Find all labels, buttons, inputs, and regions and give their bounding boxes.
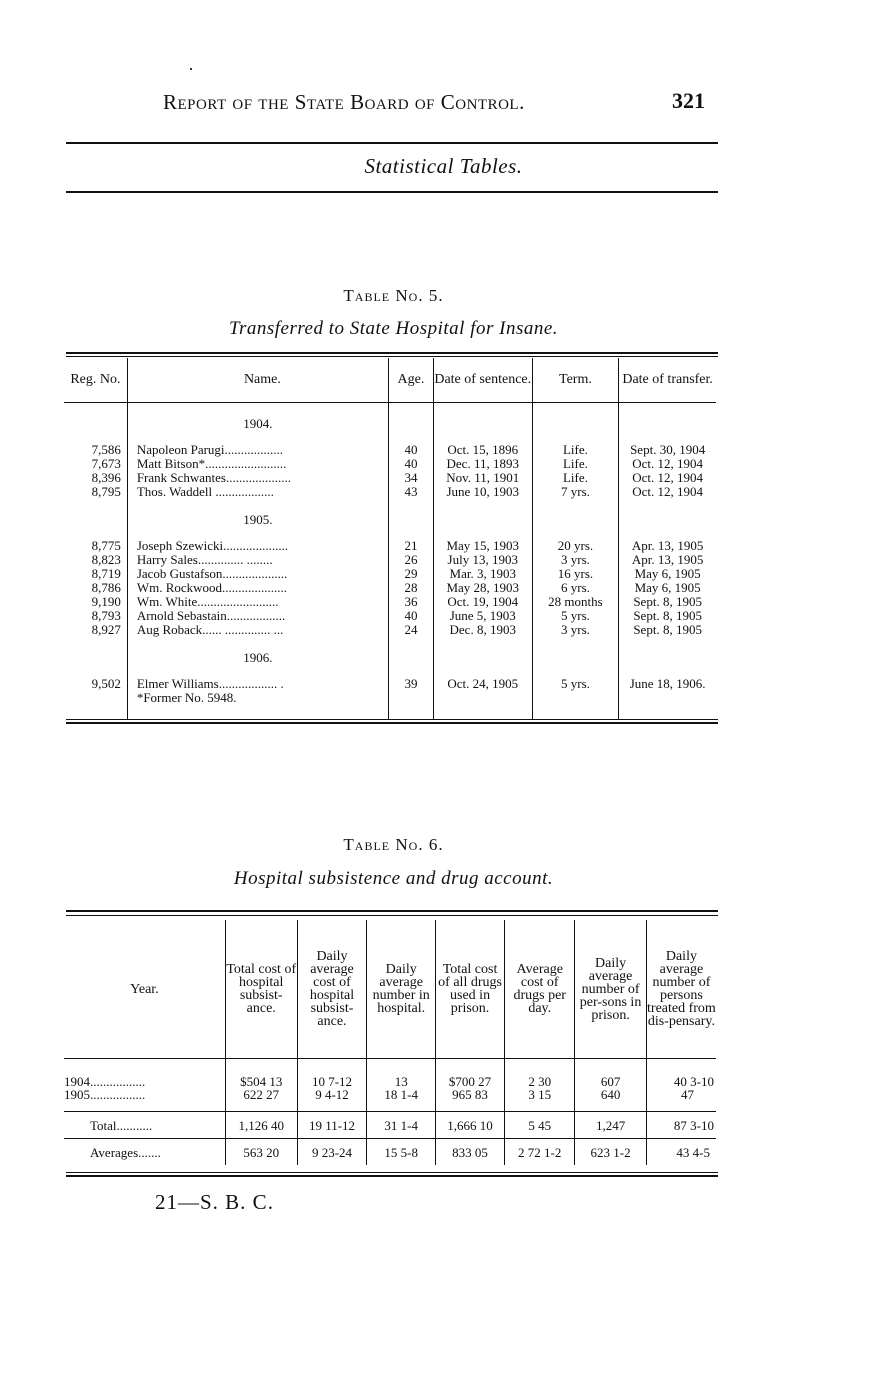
daily-avg-in-hospital: 31 1-4 [367, 1112, 436, 1139]
col-total-hospital-cost: Total cost of hospital subsist-ance. [225, 920, 297, 1059]
total-label: Total........... [64, 1112, 225, 1139]
reg-no: 8,786 [91, 580, 121, 595]
col-daily-avg-dispensary: Daily average number of persons treated from dis-pensary. [646, 920, 716, 1059]
table5-rule-bottom-1 [66, 719, 718, 720]
sentence-date: May 15, 1903 [433, 539, 532, 553]
year-row [64, 499, 716, 539]
inmate-name: Jacob Gustafson.................... [127, 567, 388, 581]
section-title: Statistical Tables. [364, 154, 523, 178]
year: 1905................. [64, 1087, 146, 1102]
term: 5 yrs. [532, 609, 619, 623]
reg-no: 9,190 [91, 594, 121, 609]
total-drug-cost: 833 05 [435, 1139, 504, 1166]
sentence-date: Dec. 11, 1893 [433, 457, 532, 471]
averages-row [64, 1139, 716, 1166]
daily-avg-hospital-cost: 19 11-12 [297, 1112, 367, 1139]
avg-drug-cost-per-day: 2 72 1-2 [505, 1139, 575, 1166]
table5-caption: Transferred to State Hospital for Insane. [228, 318, 559, 339]
col-age: Age. [389, 358, 434, 403]
col-daily-avg-hospital-cost: Daily average cost of hospital subsist-ance. [297, 920, 367, 1059]
table-row [64, 457, 716, 471]
term: 3 yrs. [532, 623, 619, 637]
table6-rule-top-2 [66, 915, 718, 916]
daily-avg-hospital-cost: 9 4-12 [297, 1088, 367, 1112]
inmate-name: Matt Bitson*......................... [127, 457, 388, 471]
inmate-name: Joseph Szewicki.................... [127, 539, 388, 553]
total-hospital-cost: 563 20 [225, 1139, 297, 1166]
header-rule-top [66, 142, 718, 144]
daily-avg-in-prison: 607 [575, 1059, 647, 1089]
table6 [64, 920, 716, 1165]
inmate-name: Frank Schwantes.................... [127, 471, 388, 485]
header-rule-bottom [66, 191, 718, 193]
signature-mark: 21—S. B. C. [155, 1190, 274, 1214]
age: 40 [389, 443, 434, 457]
table6-caption: Hospital subsistence and drug account. [233, 868, 554, 889]
sentence-date: Mar. 3, 1903 [433, 567, 532, 581]
sentence-date: May 28, 1903 [433, 581, 532, 595]
daily-avg-dispensary: 40 3-10 [646, 1059, 716, 1089]
avg-drug-cost-per-day: 2 30 [505, 1059, 575, 1089]
term: 28 months [532, 595, 619, 609]
col-daily-avg-in-prison: Daily average number of per-sons in prison. [575, 920, 647, 1059]
transfer-date: June 18, 1906. [619, 677, 716, 691]
table5 [64, 358, 716, 719]
daily-avg-in-prison: 1,247 [575, 1112, 647, 1139]
daily-avg-dispensary: 47 [646, 1088, 716, 1112]
table5-header-row [64, 358, 716, 403]
sentence-date: Dec. 8, 1903 [433, 623, 532, 637]
total-hospital-cost: 1,126 40 [225, 1112, 297, 1139]
reg-no: 8,927 [91, 622, 121, 637]
table5-rule-bottom-2 [66, 722, 718, 724]
inmate-name: Wm. White......................... [127, 595, 388, 609]
table-row [64, 691, 716, 719]
page-number: 321 [672, 88, 705, 113]
age: 24 [389, 623, 434, 637]
transfer-date: Apr. 13, 1905 [619, 553, 716, 567]
daily-avg-in-prison: 623 1-2 [575, 1139, 647, 1166]
inmate-name: Harry Sales.............. ........ [127, 553, 388, 567]
transfer-date: Oct. 12, 1904 [619, 471, 716, 485]
table6-header-row [64, 920, 716, 1059]
col-reg-no: Reg. No. [64, 358, 127, 403]
inmate-name: Wm. Rockwood.................... [127, 581, 388, 595]
transfer-date: Oct. 12, 1904 [619, 485, 716, 499]
sentence-date: June 10, 1903 [433, 485, 532, 499]
age: 34 [389, 471, 434, 485]
col-daily-avg-in-hospital: Daily average number in hospital. [367, 920, 436, 1059]
inmate-name: Aug Roback...... .............. ... [127, 623, 388, 637]
transfer-date: May 6, 1905 [619, 581, 716, 595]
table6-rule-bottom-1 [66, 1172, 718, 1173]
daily-avg-in-prison: 640 [575, 1088, 647, 1112]
running-title: Report of the State Board of Control. [163, 90, 525, 114]
year-row [64, 637, 716, 677]
term: 5 yrs. [532, 677, 619, 691]
table5-rule-top-1 [66, 352, 718, 354]
avg-drug-cost-per-day: 5 45 [505, 1112, 575, 1139]
avg-drug-cost-per-day: 3 15 [505, 1088, 575, 1112]
table-row [64, 677, 716, 691]
reg-no: 7,586 [91, 442, 121, 457]
table-row [64, 1088, 716, 1112]
reg-no: 8,396 [91, 470, 121, 485]
term: 3 yrs. [532, 553, 619, 567]
sentence-date: Nov. 11, 1901 [433, 471, 532, 485]
year: 1904................. [64, 1074, 146, 1089]
reg-no: 8,793 [91, 608, 121, 623]
table5-title: Table No. 5. [343, 286, 444, 305]
col-year: Year. [64, 920, 225, 1059]
inmate-name: Napoleon Parugi.................. [127, 443, 388, 457]
total-drug-cost: 965 83 [435, 1088, 504, 1112]
sentence-date: June 5, 1903 [433, 609, 532, 623]
transfer-date: Sept. 8, 1905 [619, 623, 716, 637]
total-drug-cost: $700 27 [435, 1059, 504, 1089]
daily-avg-dispensary: 43 4-5 [646, 1139, 716, 1166]
inmate-name: Elmer Williams.................. . [127, 677, 388, 691]
term: Life. [532, 443, 619, 457]
age: 36 [389, 595, 434, 609]
daily-avg-dispensary: 87 3-10 [646, 1112, 716, 1139]
sentence-date: July 13, 1903 [433, 553, 532, 567]
table-row [64, 443, 716, 457]
daily-avg-in-hospital: 15 5-8 [367, 1139, 436, 1166]
transfer-date: Sept. 30, 1904 [619, 443, 716, 457]
age: 26 [389, 553, 434, 567]
table-row [64, 539, 716, 553]
col-term: Term. [532, 358, 619, 403]
age: 43 [389, 485, 434, 499]
table-row [64, 581, 716, 595]
table-row [64, 609, 716, 623]
year-label: 1904. [127, 403, 388, 444]
age: 28 [389, 581, 434, 595]
age: 39 [389, 677, 434, 691]
total-hospital-cost: 622 27 [225, 1088, 297, 1112]
daily-avg-in-hospital: 18 1-4 [367, 1088, 436, 1112]
col-total-drug-cost: Total cost of all drugs used in prison. [435, 920, 504, 1059]
table-row [64, 567, 716, 581]
age: 21 [389, 539, 434, 553]
transfer-date: Sept. 8, 1905 [619, 609, 716, 623]
reg-no: 8,719 [91, 566, 121, 581]
table-row [64, 485, 716, 499]
reg-no: 8,795 [91, 484, 121, 499]
year-row [64, 403, 716, 444]
transfer-date: Apr. 13, 1905 [619, 539, 716, 553]
speck-mark [190, 68, 192, 70]
col-date-of-transfer: Date of transfer. [619, 358, 716, 403]
term: 7 yrs. [532, 485, 619, 499]
table-row [64, 1059, 716, 1089]
table6-rule-bottom-2 [66, 1175, 718, 1177]
age: 29 [389, 567, 434, 581]
reg-no: 8,775 [91, 538, 121, 553]
daily-avg-hospital-cost: 9 23-24 [297, 1139, 367, 1166]
term: 6 yrs. [532, 581, 619, 595]
col-date-of-sentence: Date of sentence. [433, 358, 532, 403]
reg-no: 9,502 [91, 676, 121, 691]
table-row [64, 595, 716, 609]
transfer-date: Oct. 12, 1904 [619, 457, 716, 471]
table6-rule-top-1 [66, 910, 718, 912]
inmate-name: Thos. Waddell .................. [127, 485, 388, 499]
total-row [64, 1112, 716, 1139]
term: 16 yrs. [532, 567, 619, 581]
sentence-date: Oct. 19, 1904 [433, 595, 532, 609]
age: 40 [389, 609, 434, 623]
table5-rule-top-2 [66, 356, 718, 357]
year-label: 1905. [127, 499, 388, 539]
daily-avg-hospital-cost: 10 7-12 [297, 1059, 367, 1089]
col-avg-drug-cost-per-day: Average cost of drugs per day. [505, 920, 575, 1059]
year-label: 1906. [127, 637, 388, 677]
table-row [64, 553, 716, 567]
reg-no: 8,823 [91, 552, 121, 567]
age: 40 [389, 457, 434, 471]
total-drug-cost: 1,666 10 [435, 1112, 504, 1139]
table-row [64, 623, 716, 637]
averages-label: Averages....... [64, 1139, 225, 1166]
total-hospital-cost: $504 13 [225, 1059, 297, 1089]
footnote: *Former No. 5948. [127, 691, 388, 719]
sentence-date: Oct. 24, 1905 [433, 677, 532, 691]
daily-avg-in-hospital: 13 [367, 1059, 436, 1089]
table-row [64, 471, 716, 485]
term: Life. [532, 471, 619, 485]
sentence-date: Oct. 15, 1896 [433, 443, 532, 457]
transfer-date: May 6, 1905 [619, 567, 716, 581]
term: 20 yrs. [532, 539, 619, 553]
inmate-name: Arnold Sebastain.................. [127, 609, 388, 623]
col-name: Name. [127, 358, 388, 403]
reg-no: 7,673 [91, 456, 121, 471]
transfer-date: Sept. 8, 1905 [619, 595, 716, 609]
term: Life. [532, 457, 619, 471]
table6-title: Table No. 6. [343, 835, 444, 854]
